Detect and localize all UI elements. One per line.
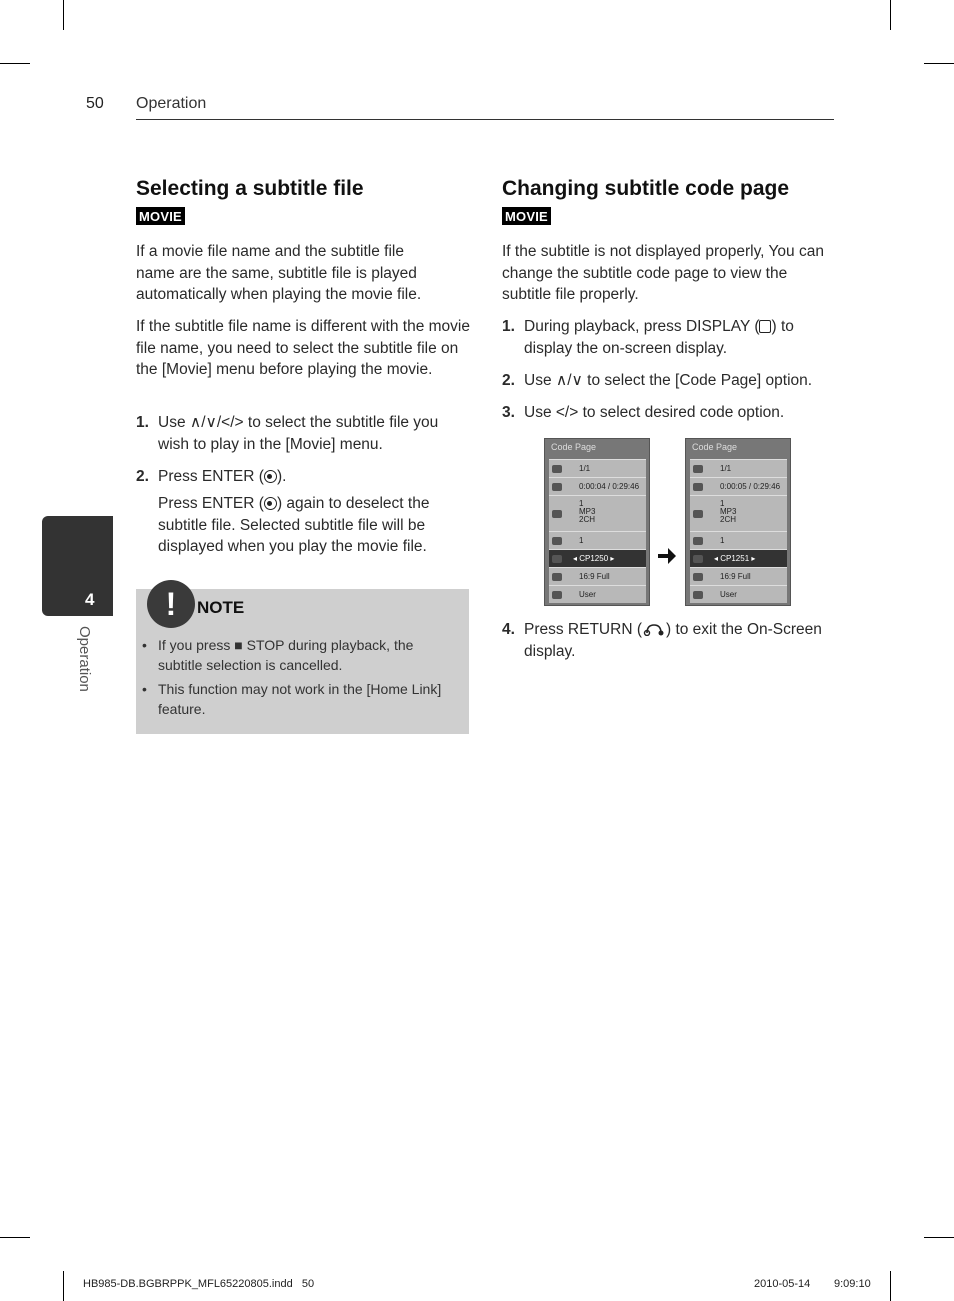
osd-value: 16:9 Full	[720, 572, 751, 581]
bullet-icon: •	[142, 637, 147, 653]
header-rule	[136, 119, 834, 120]
right-step-4	[502, 619, 836, 665]
step-number: 3.	[502, 404, 515, 421]
subtitle-icon	[693, 537, 703, 545]
enter-icon	[264, 470, 277, 483]
chapter-tab	[42, 516, 113, 616]
osd-row	[549, 459, 646, 477]
osd-row-selected	[549, 549, 646, 567]
page-number: 50	[86, 95, 104, 112]
step-number: 2.	[136, 468, 149, 485]
osd-value: 16:9 Full	[579, 572, 610, 581]
movie-badge: MOVIE	[136, 207, 185, 225]
osd-row	[549, 477, 646, 495]
display-icon	[759, 320, 771, 333]
crop-mark	[890, 1271, 891, 1301]
step-text-part: Press RETURN (	[524, 621, 642, 638]
step-text-part: Press ENTER (	[158, 495, 264, 512]
right-step-2	[502, 370, 836, 392]
note-item	[142, 680, 462, 720]
return-icon	[642, 622, 666, 636]
osd-title: Code Page	[551, 442, 597, 452]
step-text	[158, 466, 286, 488]
step-number: 1.	[502, 318, 515, 335]
osd-row	[549, 531, 646, 549]
step-text: display.	[524, 643, 576, 660]
bullet-icon: •	[142, 681, 147, 697]
audio-icon	[552, 510, 562, 518]
osd-row	[549, 585, 646, 603]
osd-row-selected	[690, 549, 787, 567]
note-title: NOTE	[197, 598, 245, 617]
step-text-part: ).	[276, 468, 287, 485]
crop-mark	[0, 63, 30, 64]
disc-icon	[552, 465, 562, 473]
osd-row	[549, 495, 646, 531]
osd-value: 0:00:04 / 0:29:46	[579, 482, 640, 491]
movie-badge: MOVIE	[502, 207, 551, 225]
note-text: If you press ■ STOP during playback, the subtitle selection is cancelled.	[158, 637, 414, 673]
note-text: This function may not work in the [Home Link] feature.	[158, 681, 442, 717]
enter-icon	[264, 497, 277, 510]
clock-icon	[552, 483, 562, 491]
right-step-3	[502, 402, 836, 424]
exclamation-icon: !	[147, 580, 195, 628]
left-paragraph-1: If a movie file name and the subtitle file name are the same, subtitle file is played automatically when playing the movie file.	[136, 243, 422, 303]
osd-value: ◂ CP1251 ▸	[714, 554, 756, 563]
chapter-number: 4	[85, 590, 95, 609]
step-number: 4.	[502, 621, 515, 638]
osd-value: 1/1	[720, 464, 732, 473]
right-paragraph-1: If the subtitle is not displayed properly, You can change the subtitle code page to view the subtitle file properly.	[502, 243, 824, 303]
clock-icon	[693, 483, 703, 491]
right-step-1	[502, 316, 836, 362]
step-text: display the on-screen display.	[524, 340, 728, 357]
left-heading: Selecting a subtitle file	[136, 177, 364, 200]
osd-row	[549, 567, 646, 585]
step-text: Use ∧/∨ to select the [Code Page] option.	[524, 372, 813, 389]
step-text-part: ) to	[771, 318, 794, 335]
step-text-part: ) again to deselect the	[276, 495, 430, 512]
step-text-part: Press ENTER (	[158, 468, 264, 485]
osd-value: User	[720, 590, 737, 599]
step-text-part: ) to exit the On-Screen	[665, 621, 822, 638]
osd-value: 1/1	[579, 464, 591, 473]
note-item	[142, 636, 462, 676]
subtitle-icon	[552, 537, 562, 545]
step-text	[524, 619, 822, 641]
step-text: Use </> to select desired code option.	[524, 404, 785, 421]
right-heading: Changing subtitle code page	[502, 177, 790, 200]
disc-icon	[693, 465, 703, 473]
codepage-icon	[552, 555, 562, 563]
osd-row	[690, 531, 787, 549]
step-text: Use ∧/∨/</> to select the subtitle file you	[158, 414, 439, 431]
left-step-1	[136, 412, 476, 458]
step-text	[524, 316, 794, 338]
osd-row	[690, 477, 787, 495]
crop-mark	[890, 0, 891, 30]
osd-screen-after	[685, 438, 791, 606]
osd-value: 1 MP3 2CH	[720, 499, 737, 524]
step-text-part: During playback, press DISPLAY (	[524, 318, 760, 335]
chapter-label: Operation	[76, 626, 93, 692]
osd-row	[690, 585, 787, 603]
crop-mark	[924, 1237, 954, 1238]
crop-mark	[63, 0, 64, 30]
step-number: 1.	[136, 414, 149, 431]
osd-value: 1 MP3 2CH	[579, 499, 596, 524]
picture-icon	[552, 591, 562, 599]
osd-value: 1	[579, 536, 584, 545]
footer-time: 9:09:10	[834, 1278, 871, 1290]
osd-row	[690, 495, 787, 531]
footer-file: HB985-DB.BGBRPPK_MFL65220805.indd 50	[83, 1278, 315, 1290]
arrow-right-icon	[656, 545, 678, 567]
step-number: 2.	[502, 372, 515, 389]
crop-mark	[0, 1237, 30, 1238]
crop-mark	[63, 1271, 64, 1301]
footer-date: 2010-05-14	[754, 1278, 811, 1290]
tv-icon	[552, 573, 562, 581]
osd-title: Code Page	[692, 442, 738, 452]
picture-icon	[693, 591, 703, 599]
step-text: displayed when you play the movie file.	[158, 538, 427, 555]
osd-value: User	[579, 590, 596, 599]
step-text	[158, 493, 429, 515]
audio-icon	[693, 510, 703, 518]
tv-icon	[693, 573, 703, 581]
osd-value: 0:00:05 / 0:29:46	[720, 482, 781, 491]
left-step-2	[136, 466, 476, 558]
osd-row	[690, 459, 787, 477]
section-title: Operation	[136, 95, 207, 112]
step-text: subtitle file. Selected subtitle file will be	[158, 517, 426, 534]
osd-row	[690, 567, 787, 585]
osd-value: 1	[720, 536, 725, 545]
left-paragraph-2: If the subtitle file name is different with the movie file name, you need to select the subtitle file on the [Movie] menu before playing the movie.	[136, 318, 470, 378]
osd-value: ◂ CP1250 ▸	[573, 554, 615, 563]
crop-mark	[924, 63, 954, 64]
codepage-icon	[693, 555, 703, 563]
step-text: wish to play in the [Movie] menu.	[158, 436, 383, 453]
osd-screen-before	[544, 438, 650, 606]
